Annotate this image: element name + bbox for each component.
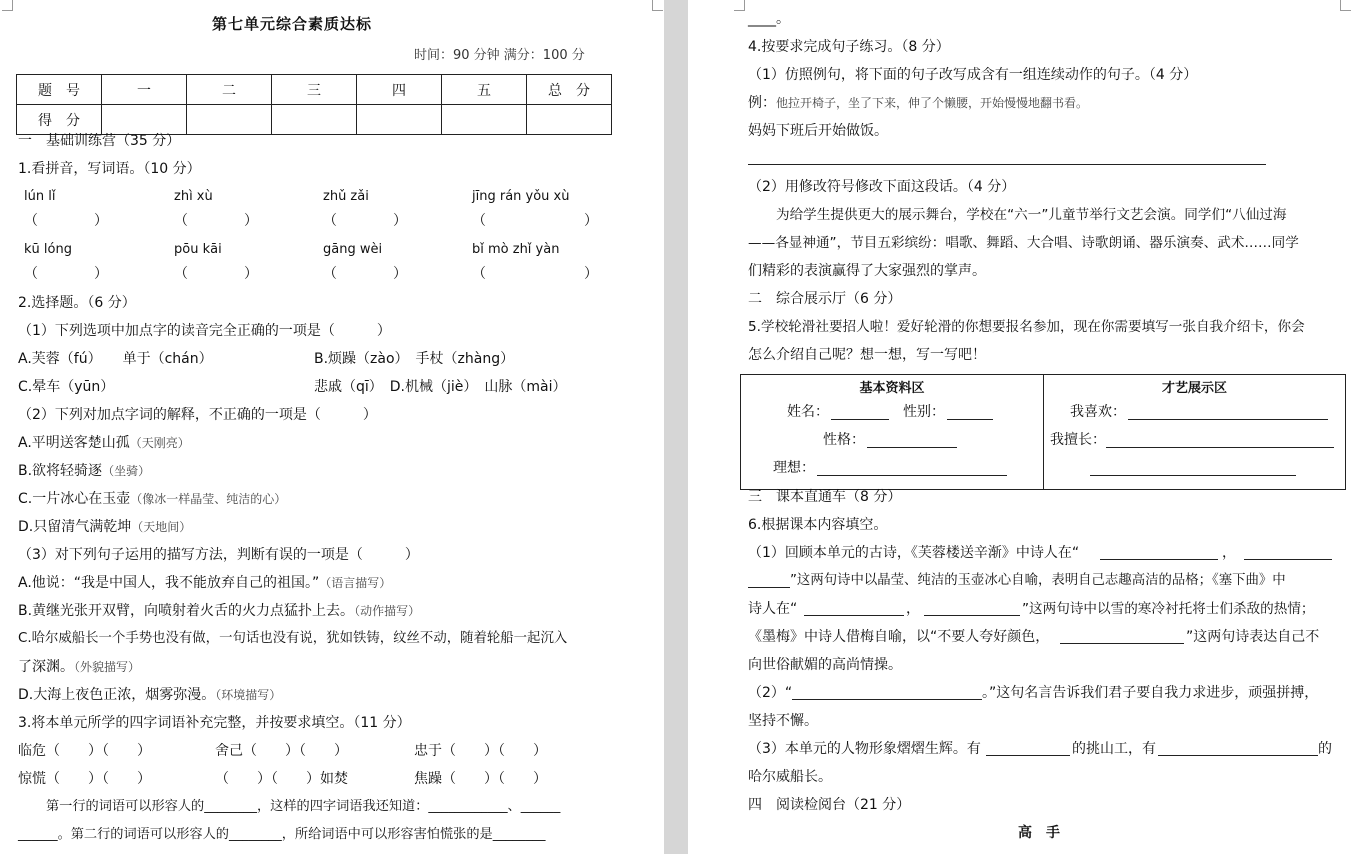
option-b — [18, 462, 150, 480]
self-intro-card — [740, 374, 1346, 490]
option-a — [18, 574, 391, 592]
option-note: （天刚亮） — [129, 436, 190, 450]
option-text: D.只留清气满乾坤 — [18, 519, 132, 535]
comma: ， — [1222, 545, 1236, 561]
option-d — [18, 686, 281, 704]
reading-title: 高 手 — [1018, 825, 1060, 841]
pinyin: bǐ mò zhǐ yàn — [472, 242, 560, 257]
option-note: （环境描写） — [215, 688, 282, 702]
score-cell[interactable] — [442, 105, 527, 135]
option-c: C.哈尔威船长一个手势也没有做，一句话也没有说，犹如铁铸，纹丝不动，随着轮船一起沉入 — [18, 631, 568, 646]
example-label: 例： — [748, 95, 776, 111]
answer-line[interactable] — [1060, 643, 1184, 644]
option-text: A.他说：“我是中国人，我不能放弃自己的祖国。” — [18, 575, 320, 591]
option-text: C.一片冰心在玉壶 — [18, 491, 131, 507]
gender-label: 性别： — [903, 404, 945, 420]
question-5-cont: 怎么介绍自己呢？想一想，写一写吧！ — [748, 347, 986, 363]
question-6-2-cont: 。”这句名言告诉我们君子要自我力求进步，顽强拼搏， — [982, 685, 1319, 701]
paragraph-line: 为给学生提供更大的展示舞台，学校在“六一”儿童节举行文艺会演。同学们“八仙过海 — [776, 207, 1287, 223]
answer-line[interactable] — [804, 615, 904, 616]
option-text: B.欲将轻骑逐 — [18, 463, 103, 479]
section-heading: 二 综合展示厅（6 分） — [748, 291, 902, 307]
idiom-blank[interactable]: 舍己（ ）（ ） — [215, 743, 348, 759]
option-text: B.黄继光张开双臂，向喷射着火舌的火力点猛扑上去。 — [18, 603, 355, 619]
answer-line[interactable] — [1158, 755, 1318, 756]
answer-blank[interactable]: （ ） — [174, 213, 258, 229]
question-6-1-cont: 《墨梅》中诗人借梅自喻，以“不要人夸好颜色， — [748, 629, 1050, 645]
question-6-1-cont: ”这两句诗中以雪的寒冷衬托将士们杀敌的热情； — [1022, 601, 1315, 617]
card-heading: 才艺展示区 — [1161, 381, 1227, 396]
option-note: （动作描写） — [354, 604, 421, 618]
question-6: 6.根据课本内容填空。 — [748, 517, 888, 533]
question-4-2: （2）用修改符号修改下面这段话。（4 分） — [748, 179, 1016, 195]
table-cell: 题 号 — [17, 75, 102, 105]
corner-mark — [652, 0, 663, 11]
name-field[interactable] — [831, 419, 889, 420]
fill-line[interactable]: ____。 — [748, 11, 790, 27]
score-table-header-row — [17, 75, 612, 105]
example-text: 他拉开椅子，坐了下来，伸了个懒腰，开始慢慢地翻书看。 — [776, 96, 1089, 110]
score-cell[interactable] — [357, 105, 442, 135]
option-c-d: 悲戚（qī） D.机械（jiè） 山脉（mài） — [314, 379, 567, 395]
option-text: D.大海上夜色正浓，烟雾弥漫。 — [18, 687, 216, 703]
dream-field[interactable] — [817, 475, 1007, 476]
idiom-blank[interactable]: 忠于（ ）（ ） — [414, 743, 547, 759]
score-cell[interactable] — [272, 105, 357, 135]
answer-blank[interactable]: （ ） — [174, 266, 258, 282]
option-note: （坐骑） — [102, 464, 151, 478]
paragraph-line: 们精彩的表演赢得了大家强烈的掌声。 — [748, 263, 986, 279]
pinyin: gāng wèi — [323, 242, 383, 257]
pinyin: zhì xù — [174, 189, 213, 204]
question-6-1: （1）回顾本单元的古诗，《芙蓉楼送辛渐》中诗人在“ — [748, 545, 1080, 561]
question-6-2-cont: 坚持不懈。 — [748, 713, 818, 729]
question-6-1-cont: ”这两句诗表达自己不 — [1186, 629, 1320, 645]
answer-line[interactable] — [1244, 559, 1332, 560]
option-note: （外貌描写） — [74, 660, 141, 674]
table-cell: 得 分 — [17, 105, 102, 135]
answer-blank[interactable]: （ ） — [323, 213, 407, 229]
good-at-field[interactable] — [1106, 447, 1334, 448]
answer-blank[interactable]: （ ） — [24, 213, 108, 229]
idiom-blank[interactable]: 临危（ ）（ ） — [18, 743, 151, 759]
question-6-3-cont: 的 — [1318, 741, 1332, 757]
basic-info-area — [741, 375, 1044, 490]
paragraph-line: ——各显神通”，节目五彩缤纷：唱歌、舞蹈、大合唱、诗歌朗诵、器乐演奏、武术……同学 — [748, 235, 1299, 251]
pinyin: lún lǐ — [24, 189, 56, 204]
answer-line[interactable] — [924, 615, 1020, 616]
idiom-blank[interactable]: （ ）（ ）如焚 — [215, 771, 348, 787]
question-6-3: （3）本单元的人物形象熠熠生辉。有 — [748, 741, 981, 757]
pinyin: kū lóng — [24, 242, 72, 257]
score-cell[interactable] — [187, 105, 272, 135]
character-field[interactable] — [867, 447, 957, 448]
example-sentence — [748, 94, 1088, 112]
question-6-3-cont: 的挑山工，有 — [1072, 741, 1156, 757]
like-field[interactable] — [1128, 419, 1328, 420]
section-heading: 三 课本直通车（8 分） — [748, 489, 902, 505]
name-label: 姓名： — [787, 404, 829, 420]
answer-blank[interactable]: （ ） — [472, 213, 598, 229]
question-2-1: （1）下列选项中加点字的读音完全正确的一项是（ ） — [18, 323, 391, 339]
option-d — [18, 518, 191, 536]
question-5: 5.学校轮滑社要招人啦！爱好轮滑的你想要报名参加，现在你需要填写一张自我介绍卡，你会 — [748, 319, 1305, 335]
dream-label: 理想： — [773, 460, 815, 476]
corner-mark — [1340, 0, 1351, 11]
corner-mark — [734, 0, 745, 11]
table-cell: 二 — [187, 75, 272, 105]
answer-blank[interactable]: （ ） — [323, 266, 407, 282]
score-table — [16, 74, 612, 135]
answer-blank[interactable]: （ ） — [24, 266, 108, 282]
question-6-2: （2）“ — [748, 685, 793, 701]
idiom-blank[interactable]: 焦躁（ ）（ ） — [414, 771, 547, 787]
corner-mark — [2, 0, 13, 11]
card-heading: 基本资料区 — [859, 381, 925, 396]
table-cell: 三 — [272, 75, 357, 105]
score-table-row — [17, 105, 612, 135]
section-heading: 四 阅读检阅台（21 分） — [748, 797, 911, 813]
section-heading: 一 基础训练营（35 分） — [18, 133, 181, 149]
gender-field[interactable] — [947, 419, 993, 420]
like-label: 我喜欢： — [1070, 404, 1126, 420]
pinyin: jīng rán yǒu xù — [472, 189, 570, 204]
answer-line[interactable] — [1100, 559, 1218, 560]
option-c-cont — [18, 658, 140, 676]
question-6-1-cont: 诗人在“ — [748, 601, 798, 617]
idiom-blank[interactable]: 惊慌（ ）（ ） — [18, 771, 151, 787]
score-cell[interactable] — [102, 105, 187, 135]
left-page — [0, 0, 664, 854]
option-a — [18, 434, 190, 452]
question-2: 2.选择题。（6 分） — [18, 295, 136, 311]
talent-area — [1044, 375, 1346, 490]
answer-line[interactable] — [748, 587, 790, 588]
option-text: 了深渊。 — [18, 659, 74, 675]
option-note: （语言描写） — [319, 576, 392, 590]
table-cell: 四 — [357, 75, 442, 105]
question-6-1-cont: ”这两句诗中以晶莹、纯洁的玉壶冰心自喻，表明自己志趣高洁的品格；《塞下曲》中 — [790, 573, 1286, 588]
question-3: 3.将本单元所学的四字词语补充完整，并按要求填空。（11 分） — [18, 715, 411, 731]
question-6-3-cont: 哈尔威船长。 — [748, 769, 832, 785]
table-cell: 一 — [102, 75, 187, 105]
option-note: （像冰一样晶莹、纯洁的心） — [130, 492, 287, 506]
answer-blank[interactable]: （ ） — [472, 266, 598, 282]
answer-line[interactable] — [986, 755, 1070, 756]
option-a: A.芙蓉（fú） 单于（chán） — [18, 351, 213, 367]
pinyin: zhǔ zǎi — [323, 189, 369, 204]
answer-line[interactable] — [792, 699, 982, 700]
option-b — [18, 602, 420, 620]
question-1: 1.看拼音，写词语。（10 分） — [18, 161, 201, 177]
question-4-1: （1）仿照例句，将下面的句子改写成含有一组连续动作的句子。（4 分） — [748, 67, 1198, 83]
comma: ， — [906, 601, 920, 617]
option-note: （天地间） — [131, 520, 192, 534]
pinyin: pōu kāi — [174, 242, 222, 257]
time-info: 时间：90 分钟 满分：100 分 — [414, 48, 585, 63]
good-at-field-2[interactable] — [1090, 475, 1296, 476]
fill-line[interactable]: ______。第二行的词语可以形容人的________，所给词语中可以形容害怕慌张的是________ — [18, 827, 546, 842]
question-6-1-cont: 向世俗献媚的高尚情操。 — [748, 657, 902, 673]
option-b: B.烦躁（zào） 手杖（zhàng） — [314, 351, 515, 367]
question-4: 4.按要求完成句子练习。（8 分） — [748, 39, 950, 55]
page-gutter — [664, 0, 688, 854]
good-at-label: 我擅长： — [1050, 432, 1106, 448]
answer-line[interactable] — [748, 164, 1266, 165]
option-c: C.晕车（yūn） — [18, 379, 115, 395]
sentence-to-rewrite: 妈妈下班后开始做饭。 — [748, 123, 888, 139]
character-label: 性格： — [823, 432, 865, 448]
option-text: A.平明送客楚山孤 — [18, 435, 130, 451]
right-page-lower — [688, 486, 1352, 854]
table-cell: 总 分 — [527, 75, 612, 105]
score-cell[interactable] — [527, 105, 612, 135]
fill-line[interactable]: 第一行的词语可以形容人的________，这样的四字词语我还知道：____________、______ — [46, 799, 561, 814]
table-cell: 五 — [442, 75, 527, 105]
page-title: 第七单元综合素质达标 — [212, 15, 373, 33]
option-c — [18, 490, 286, 508]
question-2-3: （3）对下列句子运用的描写方法，判断有误的一项是（ ） — [18, 547, 419, 563]
question-2-2: （2）下列对加点字词的解释，不正确的一项是（ ） — [18, 407, 377, 423]
